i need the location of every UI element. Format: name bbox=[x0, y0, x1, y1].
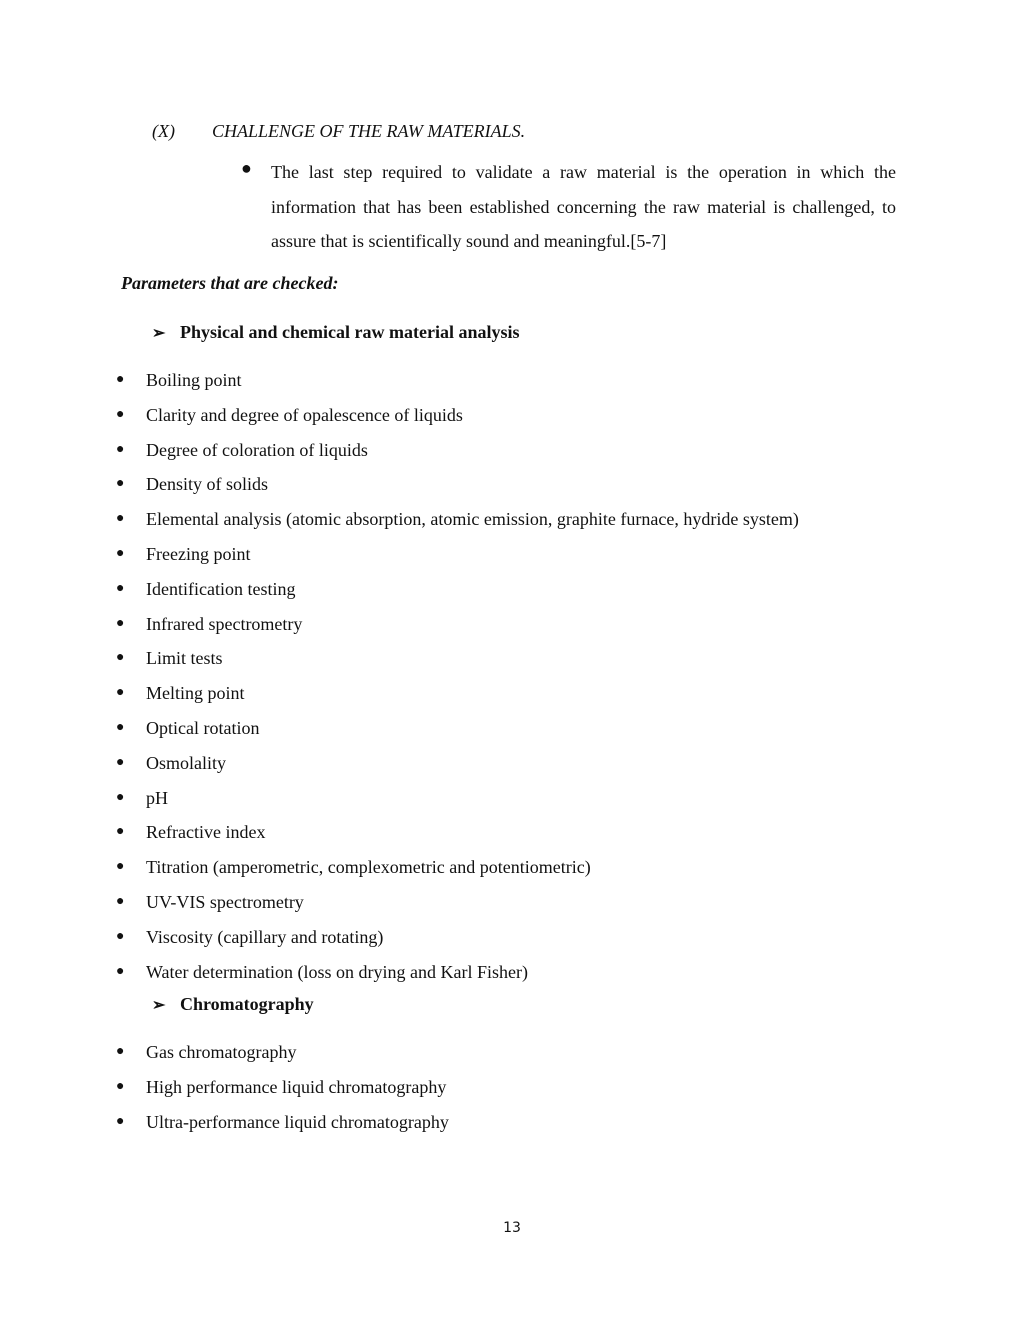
list-item-label: Titration (amperometric, complexometric and potentiometric) bbox=[146, 857, 591, 878]
bullet-icon: ● bbox=[116, 859, 125, 875]
list-item-label: pH bbox=[146, 787, 168, 808]
bullet-icon: ● bbox=[116, 824, 125, 840]
bullet-icon: ● bbox=[116, 719, 125, 735]
bullet-icon: ● bbox=[116, 545, 125, 561]
bullet-icon: ● bbox=[116, 650, 125, 666]
bullet-icon: ● bbox=[116, 1113, 125, 1129]
bullet-icon: ● bbox=[116, 580, 125, 596]
arrow-right-icon: ➢ bbox=[152, 997, 166, 1014]
list-item-label: Water determination (loss on drying and Karl Fisher) bbox=[146, 961, 528, 982]
bullet-icon: ● bbox=[116, 615, 125, 631]
list-item-label: UV-VIS spectrometry bbox=[146, 891, 304, 912]
page-number: 13 bbox=[503, 1220, 521, 1236]
bullet-icon: ● bbox=[116, 928, 125, 944]
bullet-icon: ● bbox=[116, 789, 125, 805]
list-item-label: High performance liquid chromatography bbox=[146, 1076, 447, 1097]
list-item-label: Osmolality bbox=[146, 752, 226, 773]
bullet-icon: ● bbox=[116, 476, 125, 492]
bullet-icon: ● bbox=[241, 158, 252, 178]
bullet-icon: ● bbox=[116, 963, 125, 979]
section-title: CHALLENGE OF THE RAW MATERIALS. bbox=[212, 121, 526, 141]
list-item-label: Refractive index bbox=[146, 822, 266, 843]
bullet-icon: ● bbox=[116, 441, 125, 457]
list-item-label: Freezing point bbox=[146, 543, 251, 564]
list-item-label: Gas chromatography bbox=[146, 1042, 297, 1062]
list-item-label: Infrared spectrometry bbox=[146, 613, 303, 634]
bullet-icon: ● bbox=[116, 1078, 125, 1094]
arrow-right-icon: ➢ bbox=[152, 325, 166, 342]
bullet-icon: ● bbox=[116, 406, 125, 422]
bullet-icon: ● bbox=[116, 754, 125, 770]
physical-analysis-heading-label: Physical and chemical raw material analysis bbox=[180, 322, 520, 342]
list-item-label: Elemental analysis (atomic absorption, atomic emission, graphite furnace, hydride system) bbox=[146, 509, 799, 530]
section-number: (X) bbox=[152, 121, 175, 141]
intro-paragraph: The last step required to validate a raw material is the operation in which the information that has been established concerning the raw material is challenged, to assure that is scientifically sound and meaningful.[5-7] bbox=[271, 162, 896, 251]
chromatography-heading-label: Chromatography bbox=[180, 994, 314, 1014]
bullet-icon: ● bbox=[116, 372, 125, 387]
list-item-label: Clarity and degree of opalescence of liquids bbox=[146, 404, 463, 425]
list-item-label: Density of solids bbox=[146, 474, 269, 495]
list-item-label: Degree of coloration of liquids bbox=[146, 439, 368, 460]
list-item-label: Boiling point bbox=[146, 370, 242, 390]
list-item-label: Limit tests bbox=[146, 648, 223, 669]
bullet-icon: ● bbox=[116, 893, 125, 909]
parameters-heading: Parameters that are checked: bbox=[121, 273, 339, 293]
chromatography-heading bbox=[152, 994, 314, 1015]
bullet-icon: ● bbox=[116, 1044, 125, 1059]
list-item-label: Ultra-performance liquid chromatography bbox=[146, 1111, 449, 1132]
bullet-icon: ● bbox=[116, 685, 125, 701]
bullet-icon: ● bbox=[116, 511, 125, 527]
list-item-label: Melting point bbox=[146, 683, 245, 704]
physical-analysis-heading bbox=[152, 322, 519, 343]
list-item-label: Viscosity (capillary and rotating) bbox=[146, 926, 384, 947]
list-item-label: Identification testing bbox=[146, 578, 296, 599]
list-item-label: Optical rotation bbox=[146, 717, 260, 738]
